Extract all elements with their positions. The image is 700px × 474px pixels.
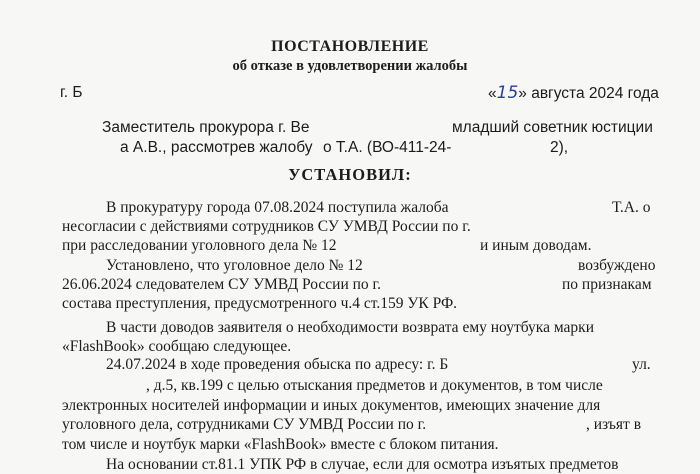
document-title: ПОСТАНОВЛЕНИЕ <box>271 38 429 55</box>
p4-line-3: электронных носителей информации и иных документов, имеющих значение для <box>62 397 601 414</box>
p4-line-4a: уголовного дела, сотрудниками СУ УМВД России по г. <box>62 416 427 433</box>
intro-line-1b: младший советник юстиции <box>452 119 653 136</box>
date-day-handwritten: 15 <box>496 83 519 103</box>
intro-line-2c: 2), <box>550 139 569 156</box>
p2-line-2a: 26.06.2024 следователем СУ УМВД России по г. <box>62 276 382 293</box>
p1-line-1b: Т.А. о <box>612 199 651 216</box>
p4-line-1a: 24.07.2024 в ходе проведения обыска по адресу: г. Б <box>106 356 449 373</box>
intro-line-2a: а А.В., рассмотрев жалобу <box>120 139 313 156</box>
intro-line-1a: Заместитель прокурора г. Ве <box>102 119 310 136</box>
p4-line-1b: ул. <box>632 356 651 373</box>
p4-line-4b: , изъят в <box>586 416 642 433</box>
p3-line-1: В части доводов заявителя о необходимости возврата ему ноутбука марки <box>106 319 594 336</box>
p2-line-2b: по признакам <box>562 276 652 293</box>
intro-line-2b: о Т.А. (ВО-411-24- <box>323 139 452 156</box>
place-line <box>60 84 83 102</box>
document-subtitle: об отказе в удовлетворении жалобы <box>232 58 468 74</box>
p2-line-3: состава преступления, предусмотренного ч.4 ст.159 УК РФ. <box>62 295 458 312</box>
p5-line-1: На основании ст.81.1 УПК РФ в случае, если для осмотра изъятых предметов <box>106 456 619 473</box>
p4-line-2: , д.5, кв.199 с целью отыскания предметов и документов, в том числе <box>146 377 603 394</box>
p1-line-1a: В прокуратуру города 07.08.2024 поступила жалоба <box>106 199 449 216</box>
p2-line-1a: Установлено, что уголовное дело № 12 <box>106 257 363 274</box>
p3-line-2: «FlashBook» сообщаю следующее. <box>62 338 292 355</box>
p4-line-5: том числе и ноутбук марки «FlashBook» вместе с блоком питания. <box>62 436 499 453</box>
p1-line-3b: и иным доводам. <box>480 237 592 254</box>
place-prefix: г. Б <box>60 84 83 101</box>
date-line <box>488 84 659 103</box>
section-heading: УСТАНОВИЛ: <box>288 165 412 184</box>
p1-line-3a: при расследовании уголовного дела № 12 <box>62 237 337 254</box>
p2-line-1b: возбуждено <box>578 257 656 274</box>
date-rest: » августа 2024 года <box>518 85 659 102</box>
p1-line-2: несогласии с действиями сотрудников СУ УМВД России по г. <box>62 218 471 235</box>
date-open-quote: « <box>488 85 497 102</box>
